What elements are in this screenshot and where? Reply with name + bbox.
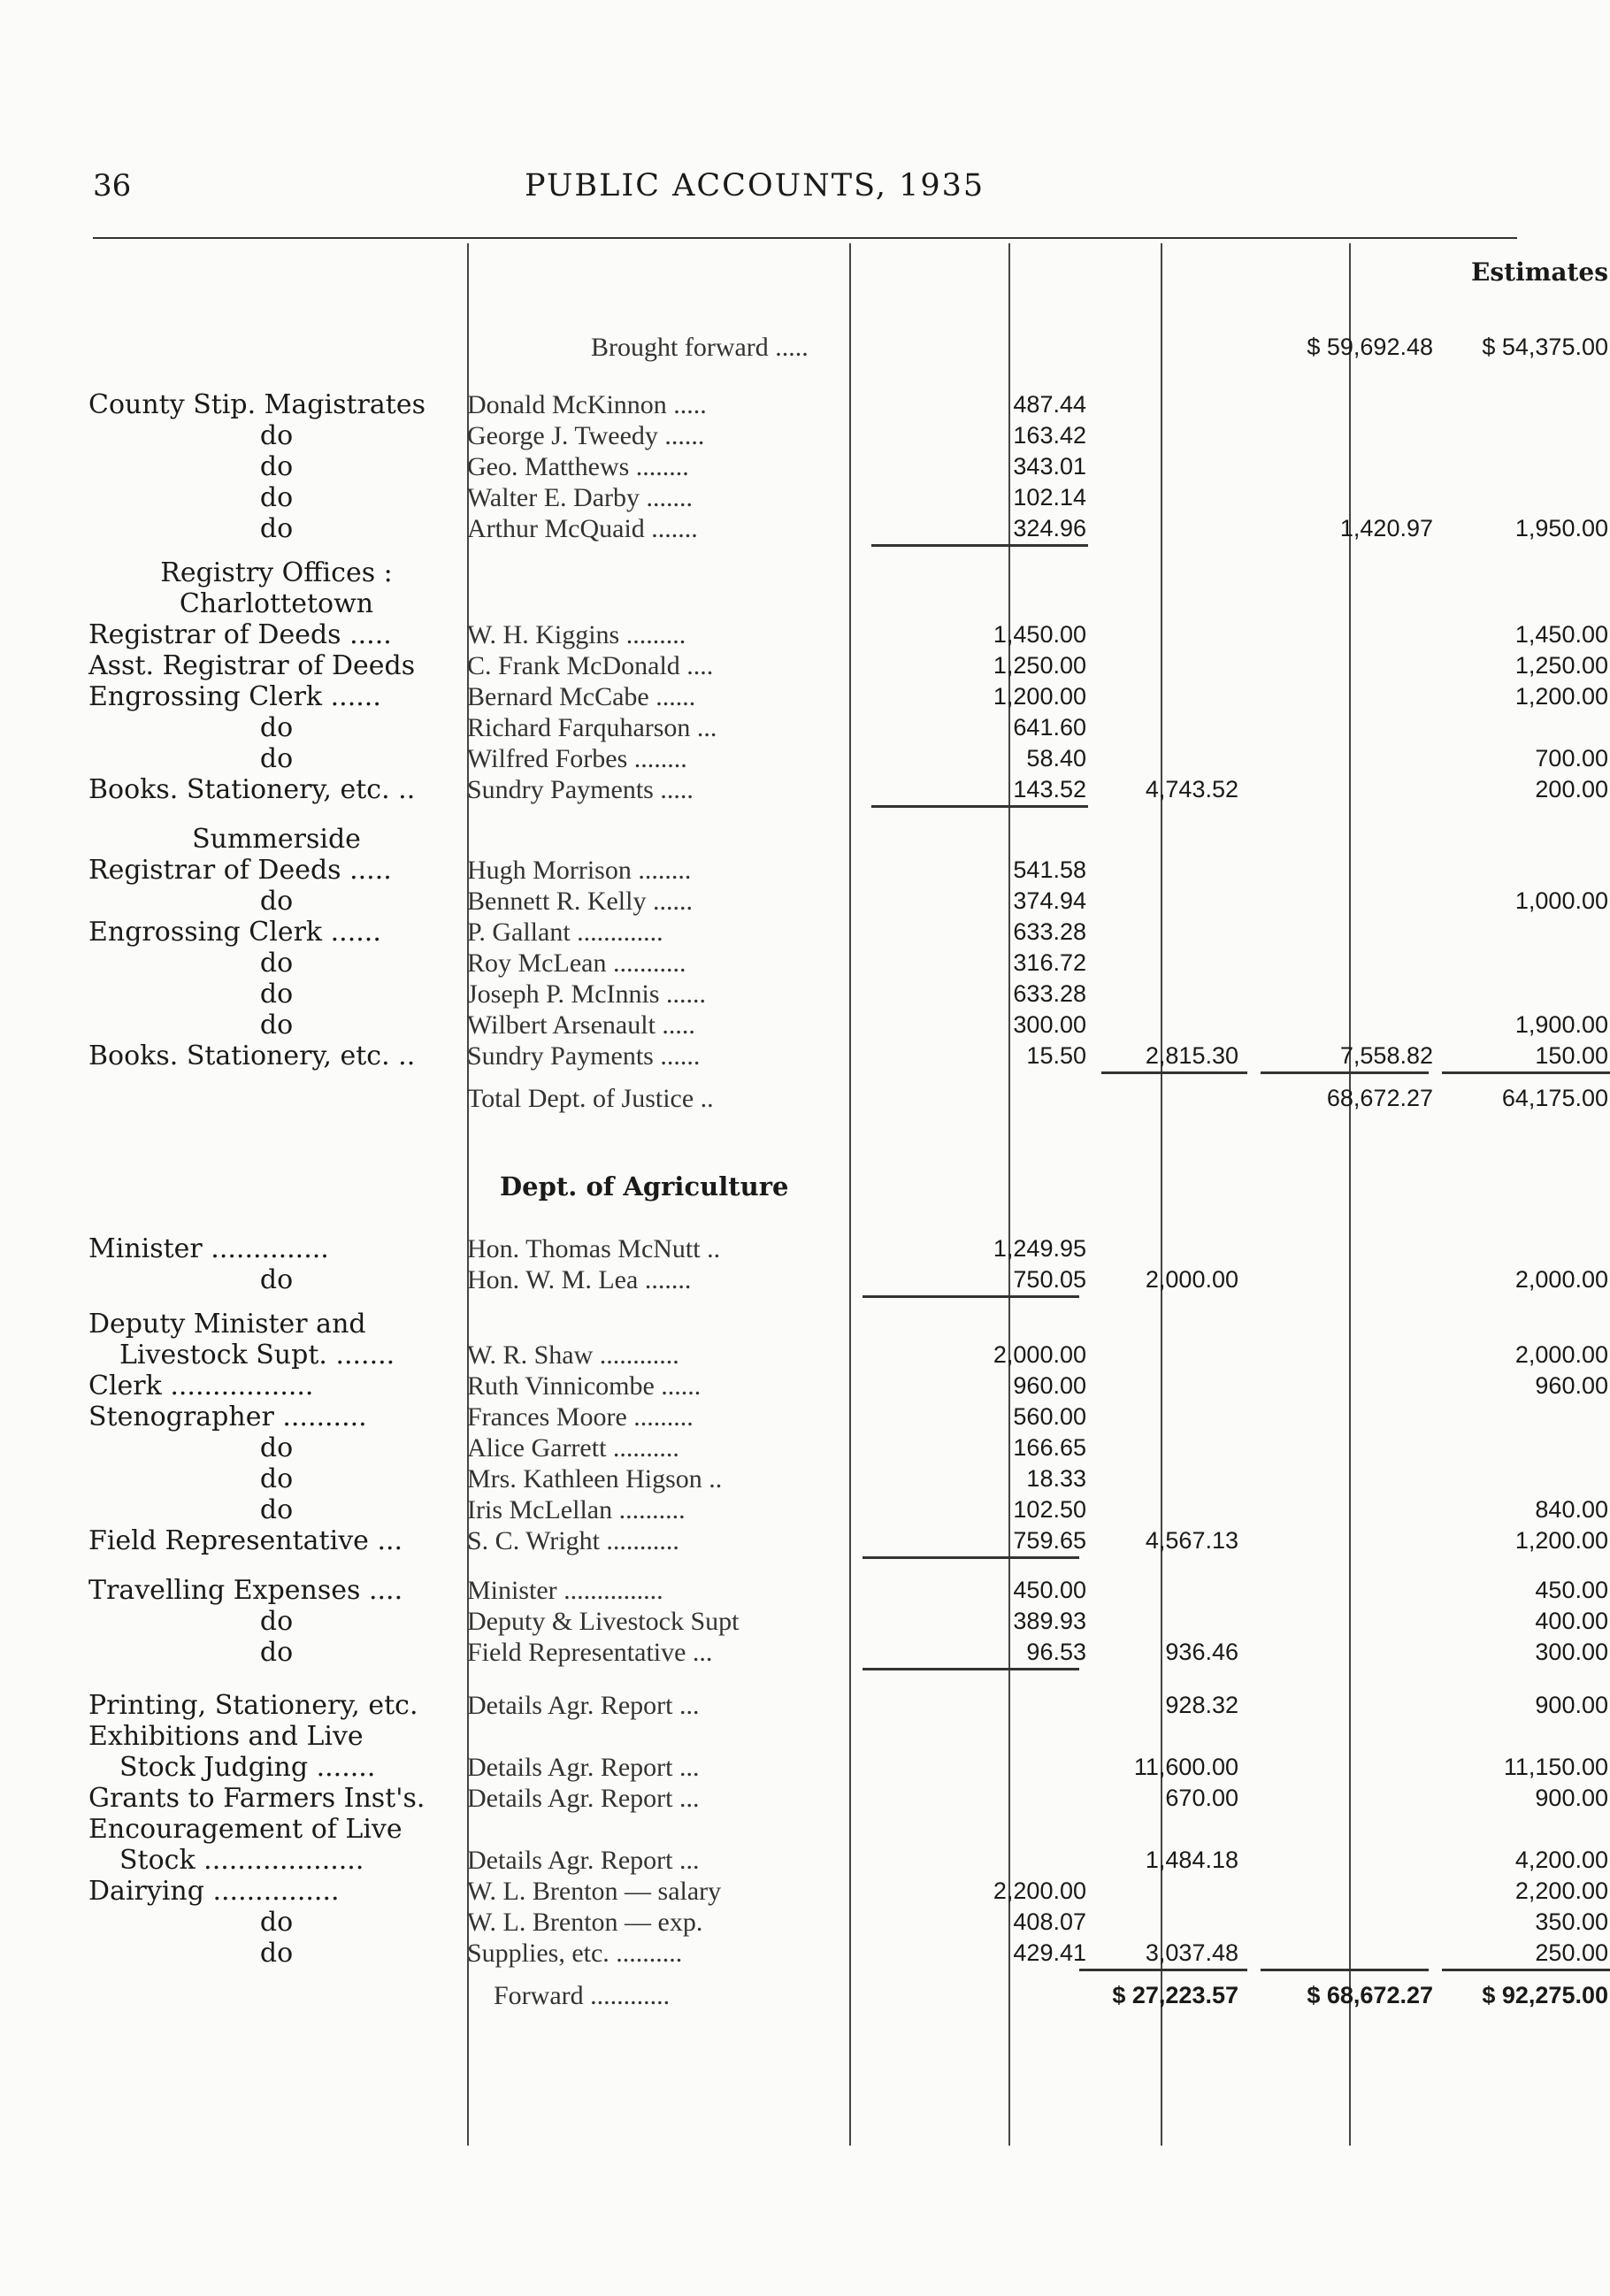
travelling-section (88, 1575, 1608, 1668)
row-description: Travelling Expenses .... (88, 1575, 403, 1606)
row-payee: Geo. Matthews ........ (467, 452, 689, 481)
row-payee: Wilbert Arsenault ..... (467, 1010, 695, 1040)
row-estimate: 840.00 (1535, 1496, 1608, 1523)
row-payee: P. Gallant ............. (467, 918, 663, 947)
row-payee: Details Agr. Report ... (467, 1753, 700, 1782)
row-item-amount: 15.50 (1026, 1042, 1086, 1069)
row-subtotal: 928.32 (1165, 1692, 1238, 1718)
row-payee: Joseph P. McInnis ...... (467, 979, 707, 1009)
row-description: Minister .............. (88, 1233, 329, 1264)
ledger-row (88, 1783, 1608, 1814)
row-item-amount: 324.96 (1013, 515, 1086, 541)
row-item-amount: 429.41 (1013, 1939, 1086, 1966)
row-subtotal: 4,567.13 (1145, 1527, 1238, 1554)
ledger-row (88, 619, 1608, 650)
row-payee: Bernard McCabe ...... (467, 682, 696, 711)
page-number: 36 (93, 168, 132, 203)
row-estimate: 250.00 (1535, 1939, 1608, 1966)
charlottetown-heading-row (88, 588, 1526, 619)
row-description: do (259, 1637, 294, 1668)
ledger-row (88, 1233, 1526, 1264)
row-total: 1,420.97 (1339, 515, 1433, 541)
row-payee: Walter E. Darby ....... (467, 483, 693, 512)
row-item-amount: 343.01 (1013, 453, 1086, 480)
row-item-amount: 560.00 (1013, 1403, 1086, 1430)
ledger-row (88, 389, 1526, 420)
row-estimate: 960.00 (1535, 1372, 1608, 1399)
row-description: Stenographer .......... (88, 1401, 367, 1432)
row-item-amount: 633.28 (1013, 918, 1086, 945)
row-payee: Deputy & Livestock Supt (467, 1607, 740, 1636)
row-estimate: 350.00 (1535, 1908, 1608, 1935)
row-description: do (259, 1494, 294, 1525)
forward-label: Forward ............ (494, 1981, 671, 2010)
row-item-amount: 389.93 (1013, 1608, 1086, 1634)
row-description: Deputy Minister and (88, 1309, 366, 1340)
row-description: do (259, 1907, 294, 1938)
total-justice-label: Total Dept. of Justice .. (467, 1084, 714, 1113)
row-description: Asst. Registrar of Deeds (88, 650, 416, 681)
row-payee: Hon. Thomas McNutt .. (467, 1234, 721, 1263)
row-description: Clerk ................. (88, 1371, 314, 1401)
row-item-amount: 2,200.00 (993, 1877, 1086, 1904)
row-item-amount: 18.33 (1026, 1465, 1086, 1492)
row-item-amount: 759.65 (1013, 1527, 1086, 1554)
registry-heading-row (88, 557, 1526, 588)
row-description: do (259, 1938, 294, 1969)
row-payee: Details Agr. Report ... (467, 1846, 700, 1875)
ledger-row (88, 1721, 1526, 1752)
row-payee: Supplies, etc. .......... (467, 1939, 683, 1968)
ledger-row (88, 513, 1608, 544)
row-subtotal: 3,037.48 (1145, 1939, 1238, 1966)
row-estimate: 1,000.00 (1514, 887, 1608, 914)
row-item-amount: 316.72 (1013, 949, 1086, 976)
row-payee: Sundry Payments ..... (467, 775, 694, 804)
ledger-row (88, 482, 1526, 513)
ledger-row (88, 681, 1608, 712)
row-description: do (259, 451, 294, 482)
row-item-amount: 374.94 (1013, 887, 1086, 914)
ledger-row (88, 1575, 1608, 1606)
ledger-row (88, 948, 1526, 979)
forward-row (88, 1980, 1608, 2011)
estimates-heading-row (88, 257, 1608, 292)
row-description: do (259, 886, 294, 917)
row-payee: Hon. W. M. Lea ....... (467, 1265, 692, 1294)
row-estimate: 4,200.00 (1514, 1847, 1608, 1873)
ledger-row (88, 1340, 1608, 1371)
page-header (93, 168, 1526, 221)
row-subtotal: 4,743.52 (1145, 776, 1238, 802)
ledger-row (88, 451, 1526, 482)
agriculture-heading-row (88, 1171, 1526, 1202)
row-description: do (259, 420, 294, 451)
ledger-row (88, 743, 1608, 774)
row-payee: Richard Farquharson ... (467, 713, 717, 742)
row-description: Livestock Supt. ....... (119, 1340, 395, 1371)
row-payee: W. L. Brenton — exp. (467, 1908, 703, 1937)
row-payee: Hugh Morrison ........ (467, 856, 692, 885)
row-estimate: 2,000.00 (1514, 1341, 1608, 1368)
ledger-row (88, 1690, 1608, 1721)
brought-forward-total: $ 59,692.48 (1307, 334, 1433, 360)
row-estimate: 900.00 (1535, 1785, 1608, 1811)
row-item-amount: 166.65 (1013, 1434, 1086, 1461)
row-item-amount: 641.60 (1013, 714, 1086, 741)
summerside-section (88, 855, 1608, 1071)
row-description: Stock ................... (119, 1845, 364, 1876)
row-description: Field Representative ... (88, 1525, 403, 1556)
row-subtotal: 670.00 (1165, 1785, 1238, 1811)
total-justice-amount: 68,672.27 (1326, 1085, 1433, 1111)
ledger-row (88, 1494, 1608, 1525)
row-description: do (259, 1463, 294, 1494)
ledger-row (88, 1432, 1526, 1463)
row-item-amount: 408.07 (1013, 1908, 1086, 1935)
header-rule (93, 237, 1517, 239)
ledger-row (88, 1907, 1608, 1938)
row-item-amount: 960.00 (1013, 1372, 1086, 1399)
row-description: do (259, 948, 294, 979)
row-payee: Mrs. Kathleen Higson .. (467, 1464, 723, 1494)
row-payee: Field Representative ... (467, 1638, 713, 1667)
row-description: Books. Stationery, etc. .. (88, 774, 416, 805)
ledger-row (88, 1606, 1608, 1637)
ledger-row (88, 855, 1526, 886)
row-item-amount: 1,249.95 (993, 1235, 1086, 1262)
row-payee: Frances Moore ......... (467, 1402, 694, 1432)
ledger-row (88, 1309, 1526, 1340)
ledger-row (88, 1371, 1608, 1401)
row-payee: W. H. Kiggins ......... (467, 620, 686, 649)
row-estimate: 150.00 (1535, 1042, 1608, 1069)
row-item-amount: 541.58 (1013, 856, 1086, 883)
row-description: do (259, 1264, 294, 1295)
row-item-amount: 750.05 (1013, 1266, 1086, 1293)
row-payee: C. Frank McDonald .... (467, 651, 714, 680)
ledger-row (88, 1401, 1526, 1432)
row-description: do (259, 1010, 294, 1040)
row-estimate: 900.00 (1535, 1692, 1608, 1718)
registry-heading: Registry Offices : (160, 557, 393, 588)
row-description: do (259, 979, 294, 1010)
page-title: PUBLIC ACCOUNTS, 1935 (525, 168, 985, 203)
row-description: County Stip. Magistrates (88, 389, 426, 420)
row-description: Dairying ............... (88, 1876, 340, 1907)
summerside-heading-row (88, 824, 1526, 855)
row-total: 7,558.82 (1339, 1042, 1433, 1069)
row-description: Engrossing Clerk ...... (88, 917, 381, 948)
ledger-row (88, 1845, 1608, 1876)
row-item-amount: 1,450.00 (993, 621, 1086, 648)
other-section (88, 1690, 1608, 1969)
row-description: do (259, 482, 294, 513)
row-payee: Roy McLean ........... (467, 948, 686, 978)
brought-forward-row (88, 332, 1608, 363)
ledger-row (88, 1752, 1608, 1783)
row-item-amount: 58.40 (1026, 745, 1086, 772)
row-estimate: 2,000.00 (1514, 1266, 1608, 1293)
row-payee: S. C. Wright ........... (467, 1526, 679, 1555)
row-estimate: 400.00 (1535, 1608, 1608, 1634)
brought-forward-label: Brought forward ..... (591, 333, 809, 362)
row-description: Registrar of Deeds ..... (88, 855, 392, 886)
ledger-row (88, 712, 1526, 743)
row-item-amount: 633.28 (1013, 980, 1086, 1007)
row-estimate: 450.00 (1535, 1577, 1608, 1603)
staff-section (88, 1309, 1608, 1556)
row-payee: Sundry Payments ...... (467, 1041, 701, 1071)
ledger-row (88, 1938, 1608, 1969)
row-estimate: 1,950.00 (1514, 515, 1608, 541)
row-description: Exhibitions and Live (88, 1721, 364, 1752)
row-item-amount: 300.00 (1013, 1011, 1086, 1038)
estimates-heading: Estimates (1471, 257, 1608, 287)
row-description: Encouragement of Live (88, 1814, 402, 1845)
row-estimate: 1,200.00 (1514, 683, 1608, 710)
row-item-amount: 102.50 (1013, 1496, 1086, 1523)
row-estimate: 1,200.00 (1514, 1527, 1608, 1554)
row-payee: Details Agr. Report ... (467, 1784, 700, 1813)
ledger-row (88, 979, 1526, 1010)
row-subtotal: 11,600.00 (1133, 1754, 1238, 1780)
ledger-row (88, 917, 1526, 948)
row-estimate: 1,250.00 (1514, 652, 1608, 679)
ledger-row (88, 1525, 1608, 1556)
row-subtotal: 2,000.00 (1145, 1266, 1238, 1293)
row-item-amount: 450.00 (1013, 1577, 1086, 1603)
row-description: Grants to Farmers Inst's. (88, 1783, 426, 1814)
ledger-row (88, 1040, 1608, 1071)
row-description: do (259, 513, 294, 544)
brought-forward-estimate: $ 54,375.00 (1482, 334, 1608, 360)
charlottetown-section (88, 619, 1608, 805)
ledger-row (88, 774, 1608, 805)
row-description: do (259, 712, 294, 743)
row-item-amount: 96.53 (1026, 1639, 1086, 1665)
row-payee: Donald McKinnon ..... (467, 390, 707, 419)
row-estimate: 11,150.00 (1503, 1754, 1608, 1780)
row-description: Stock Judging ....... (119, 1752, 376, 1783)
row-estimate: 1,900.00 (1514, 1011, 1608, 1038)
row-description: Engrossing Clerk ...... (88, 681, 381, 712)
summerside-heading: Summerside (192, 824, 361, 855)
minister-section (88, 1233, 1608, 1295)
row-estimate: 1,450.00 (1514, 621, 1608, 648)
row-payee: Iris McLellan .......... (467, 1495, 686, 1524)
ledger-table (88, 257, 1608, 2011)
row-estimate: 700.00 (1535, 745, 1608, 772)
row-item-amount: 2,000.00 (993, 1341, 1086, 1368)
row-subtotal: 936.46 (1165, 1639, 1238, 1665)
ledger-row (88, 1463, 1526, 1494)
row-description: Printing, Stationery, etc. (88, 1690, 418, 1721)
row-payee: W. L. Brenton — salary (467, 1877, 722, 1906)
forward-estimate: $ 92,275.00 (1482, 1982, 1608, 2008)
row-item-amount: 163.42 (1013, 422, 1086, 449)
row-payee: Bennett R. Kelly ...... (467, 887, 693, 916)
row-subtotal: 2,815.30 (1145, 1042, 1238, 1069)
ledger-row (88, 1814, 1526, 1845)
row-payee: Details Agr. Report ... (467, 1691, 700, 1720)
row-item-amount: 487.44 (1013, 391, 1086, 418)
row-description: do (259, 1432, 294, 1463)
row-estimate: 300.00 (1535, 1639, 1608, 1665)
row-payee: Alice Garrett .......... (467, 1433, 679, 1463)
row-payee: Ruth Vinnicombe ...... (467, 1371, 702, 1401)
forward-total-expended: $ 27,223.57 (1112, 1982, 1238, 2008)
row-description: do (259, 1606, 294, 1637)
total-justice-estimate: 64,175.00 (1501, 1085, 1608, 1111)
row-description: Books. Stationery, etc. .. (88, 1040, 416, 1071)
total-justice-row (88, 1083, 1608, 1114)
row-payee: Minister ............... (467, 1576, 663, 1605)
row-description: do (259, 743, 294, 774)
ledger-row (88, 1876, 1608, 1907)
ledger-row (88, 1010, 1608, 1040)
ledger-row (88, 1637, 1608, 1668)
row-item-amount: 1,250.00 (993, 652, 1086, 679)
row-payee: Wilfred Forbes ........ (467, 744, 687, 773)
row-item-amount: 143.52 (1013, 776, 1086, 802)
charlottetown-heading: Charlottetown (179, 588, 374, 619)
magistrates-section (88, 389, 1608, 544)
row-estimate: 2,200.00 (1514, 1877, 1608, 1904)
ledger-row (88, 650, 1608, 681)
row-payee: W. R. Shaw ............ (467, 1340, 679, 1370)
ledger-row (88, 1264, 1608, 1295)
row-description: Registrar of Deeds ..... (88, 619, 392, 650)
row-estimate: 200.00 (1535, 776, 1608, 802)
row-subtotal: 1,484.18 (1145, 1847, 1238, 1873)
ledger-row (88, 886, 1608, 917)
agriculture-heading: Dept. of Agriculture (500, 1171, 789, 1202)
row-item-amount: 102.14 (1013, 484, 1086, 511)
ledger-row (88, 420, 1526, 451)
row-payee: George J. Tweedy ...... (467, 421, 705, 450)
forward-total: $ 68,672.27 (1307, 1982, 1433, 2008)
row-item-amount: 1,200.00 (993, 683, 1086, 710)
row-payee: Arthur McQuaid ....... (467, 514, 698, 543)
